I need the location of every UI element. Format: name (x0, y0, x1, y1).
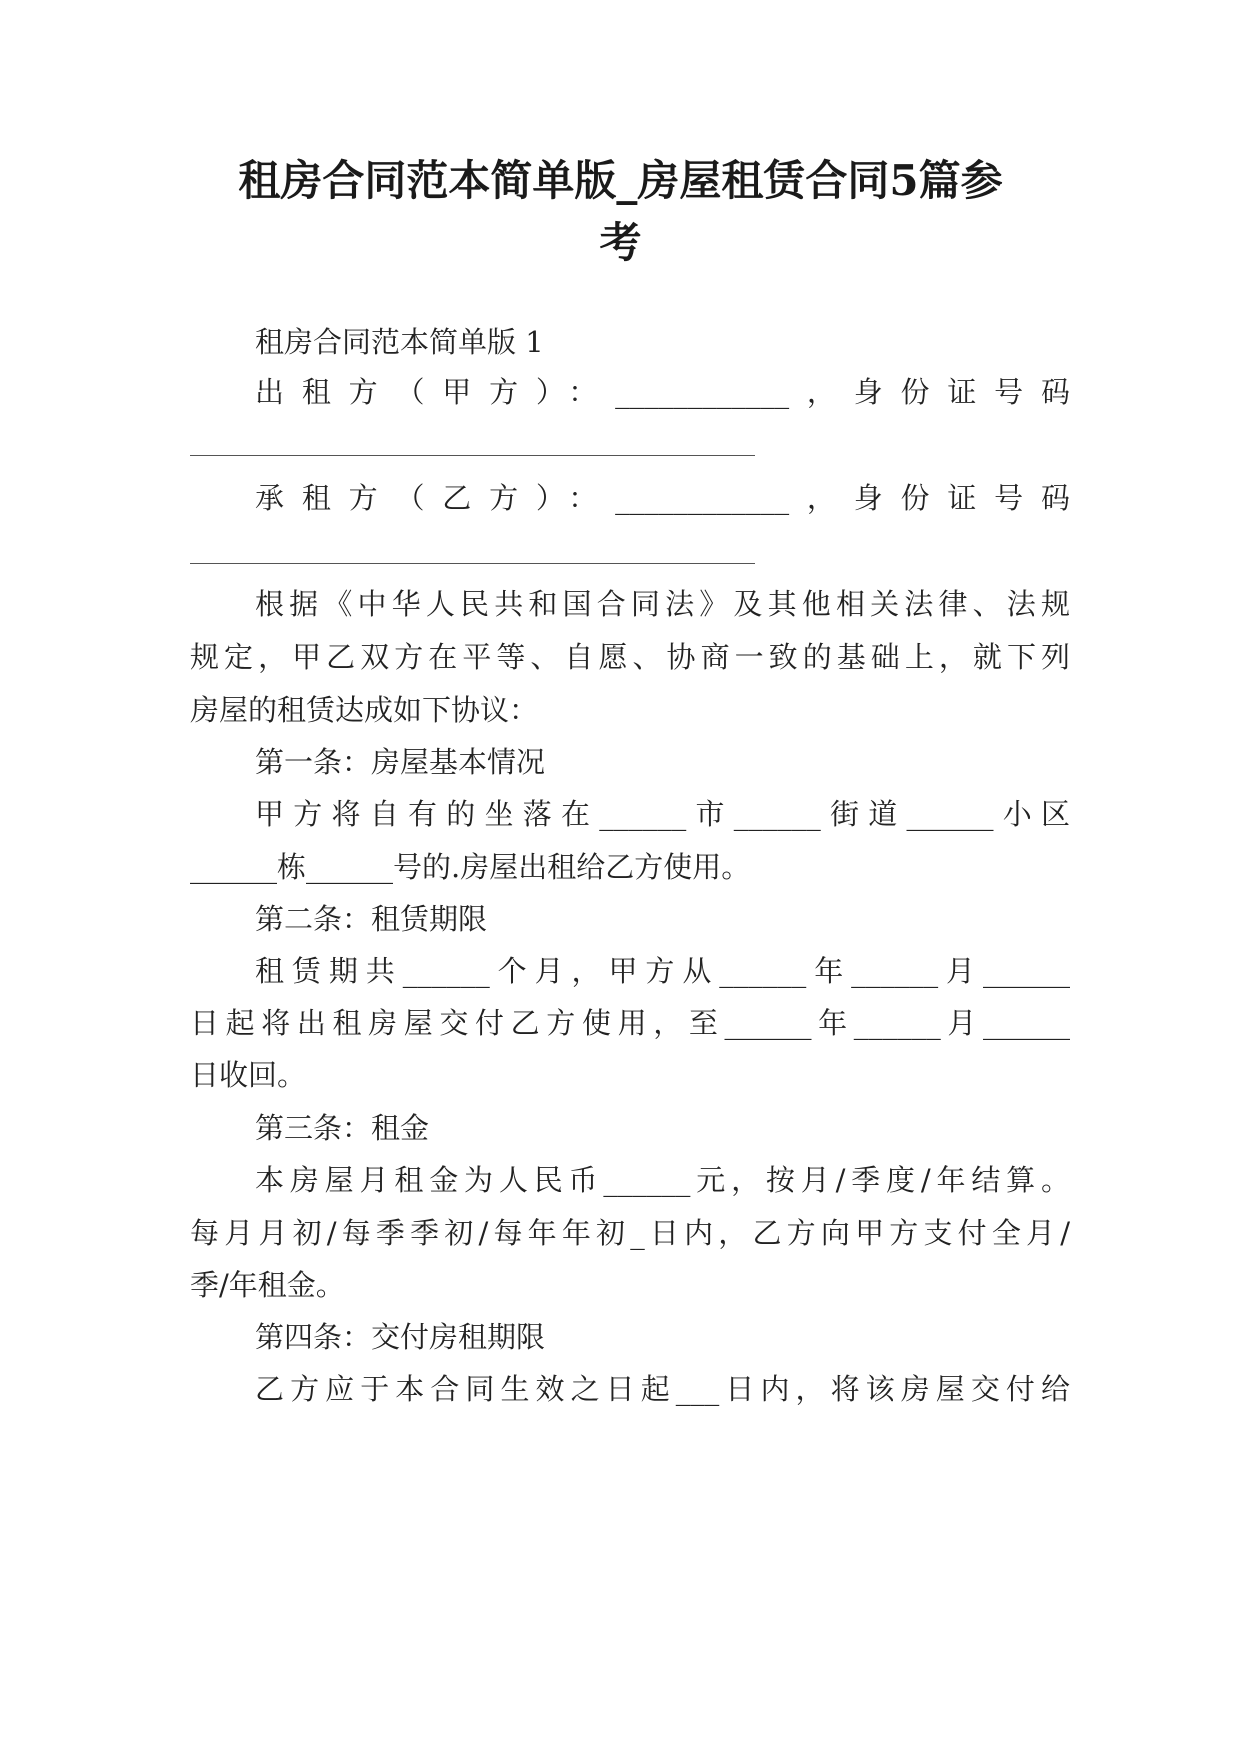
intro-line-1: 根据《中华人民共和国合同法》及其他相关法律、法规 (255, 587, 1070, 621)
article-3-line-2: 每月月初/每季季初/每年年初_日内，乙方向甲方支付全月/ (190, 1216, 1070, 1250)
section-heading: 租房合同范本简单版 1 (255, 325, 544, 359)
party-a-id-blank (190, 455, 755, 456)
title-line-2: 考 (599, 218, 642, 267)
article-2-line-3: 日收回。 (190, 1058, 307, 1092)
document-title (170, 150, 1071, 274)
article-3-line-1: 本房屋月租金为人民币______元，按月/季度/年结算。 (255, 1163, 1070, 1197)
article-2-line-2: 日起将出租房屋交付乙方使用，至______年______月______ (190, 1006, 1070, 1040)
article-3-line-3: 季/年租金。 (190, 1268, 345, 1302)
party-a-line: 出租方（甲方）：____________，身份证号码 (255, 375, 1070, 409)
title-line-1: 租房合同范本简单版_房屋租赁合同5篇参 (238, 156, 1003, 205)
article-1-heading: 第一条：房屋基本情况 (255, 745, 546, 779)
party-b-id-blank (190, 563, 755, 564)
article-2-heading: 第二条：租赁期限 (255, 902, 488, 936)
intro-line-2: 规定，甲乙双方在平等、自愿、协商一致的基础上，就下列 (190, 640, 1070, 674)
intro-line-3: 房屋的租赁达成如下协议： (190, 693, 539, 727)
article-2-line-1: 租赁期共______个月，甲方从______年______月______ (255, 954, 1070, 988)
article-1-line-2: ______栋______号的.房屋出租给乙方使用。 (190, 850, 751, 884)
article-4-line-1: 乙方应于本合同生效之日起___日内，将该房屋交付给 (255, 1372, 1070, 1406)
party-b-line: 承租方（乙方）：____________，身份证号码 (255, 481, 1070, 515)
article-1-line-1: 甲方将自有的坐落在______市______街道______小区 (255, 797, 1070, 831)
article-3-heading: 第三条：租金 (255, 1111, 430, 1145)
article-4-heading: 第四条：交付房租期限 (255, 1320, 546, 1354)
